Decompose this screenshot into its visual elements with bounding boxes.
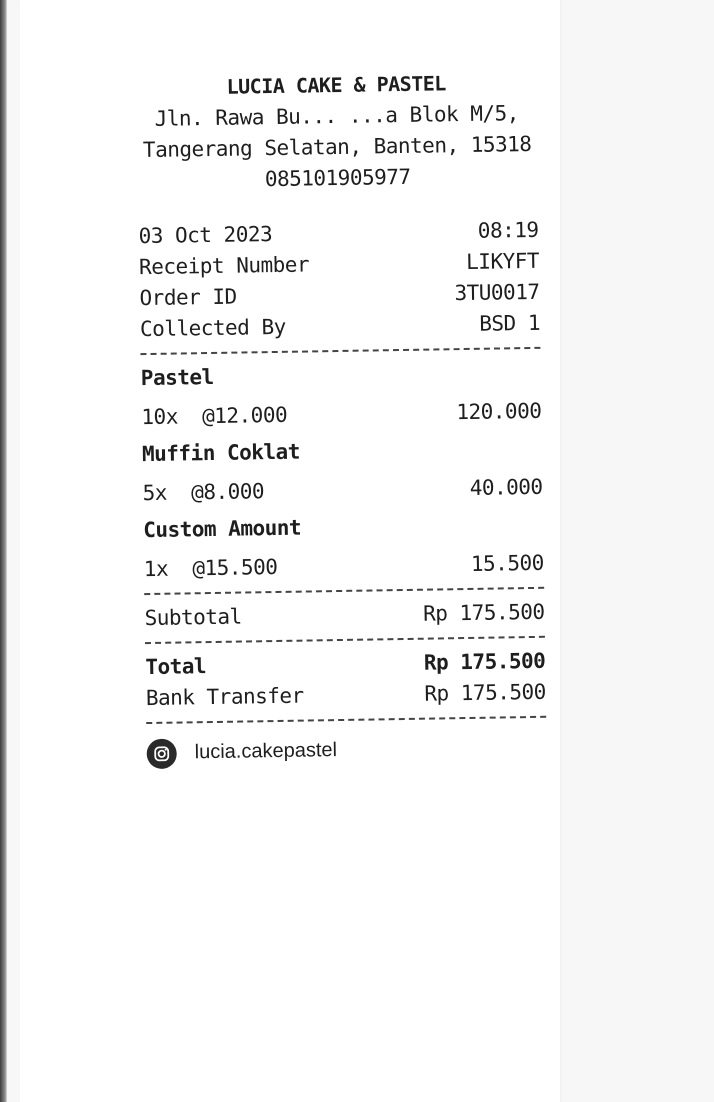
store-address-line-1: Jln. Rawa Bu... ...a Blok M/5, [154,101,520,131]
item-qty-price: 10x @12.000 [141,402,288,430]
social-footer [146,732,546,769]
payment-value: Rp 175.500 [424,679,546,706]
subtotal-row [144,597,544,634]
store-name: LUCIA CAKE & PASTEL [226,71,447,99]
total-value: Rp 175.500 [423,648,546,675]
receipt [136,67,547,769]
line-item [143,509,544,585]
receipt-number-value: LIKYFT [465,248,540,274]
collected-by-value: BSD 1 [479,310,541,336]
receipt-date: 03 Oct 2023 [138,222,273,249]
item-name: Muffin Coklat [141,439,301,467]
subtotal-value: Rp 175.500 [422,599,545,626]
divider [146,716,546,724]
divider [140,347,540,355]
store-address-line-2: Tangerang Selatan, Banten, 15318 [142,131,532,163]
item-qty-price: 5x @8.000 [142,479,265,506]
total-label: Total [145,654,207,680]
payment-method-label: Bank Transfer [145,683,304,711]
divider [144,587,544,595]
item-amount: 120.000 [456,398,542,425]
order-id-value: 3TU0017 [454,279,540,306]
receipt-number-label: Receipt Number [138,252,310,280]
divider [145,636,545,644]
collected-by-label: Collected By [139,314,286,342]
instagram-handle: lucia.cakepastel [194,739,338,764]
payment-row [146,677,546,714]
receipt-time: 08:19 [477,217,539,243]
item-name: Custom Amount [143,515,302,543]
item-qty-price: 1x @15.500 [143,554,278,582]
store-phone: 085101905977 [264,164,411,192]
line-item [141,357,542,433]
order-id-label: Order ID [139,284,237,311]
item-amount: 15.500 [470,550,544,576]
instagram-icon [146,738,176,768]
item-amount: 40.000 [469,474,543,500]
subtotal-label: Subtotal [144,604,242,631]
line-item [142,433,543,509]
collected-by-row [140,308,540,345]
scan-edge [0,0,7,1102]
item-name: Pastel [140,364,214,391]
